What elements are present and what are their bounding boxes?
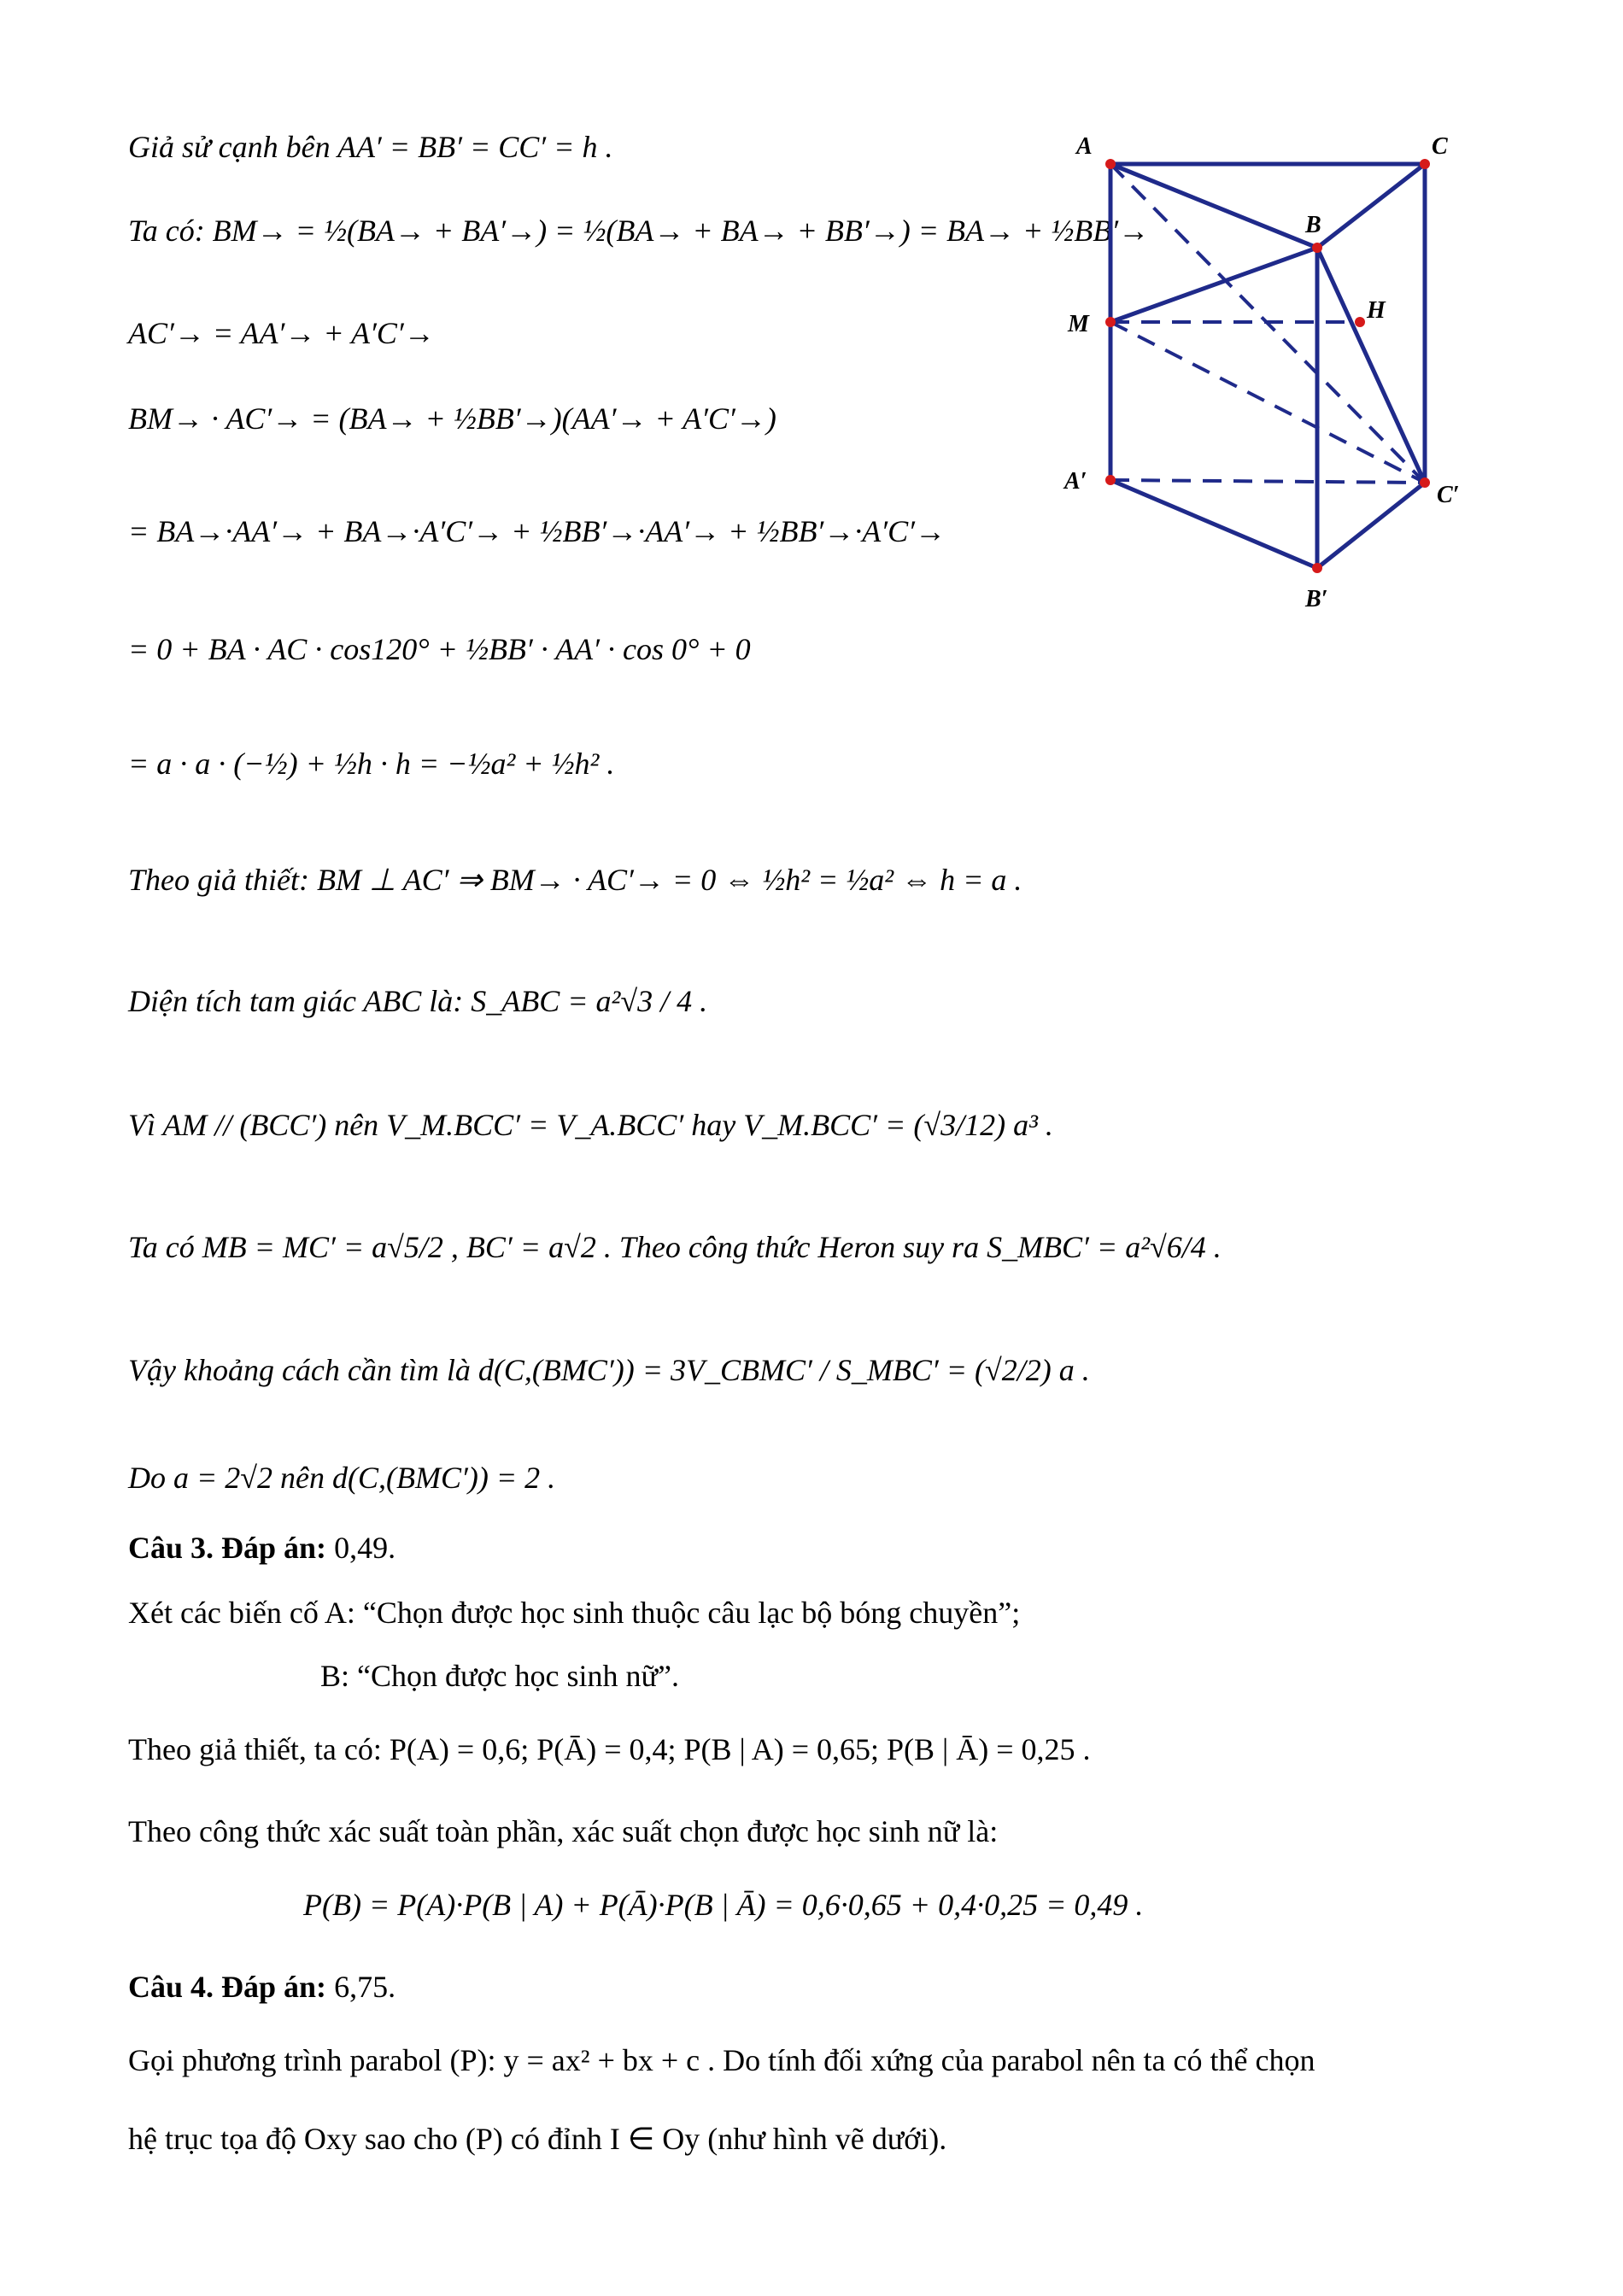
text-line: Do a = 2√2 nên d(C,(BMC′)) = 2 . (128, 1461, 556, 1495)
question-4-answer: 6,75. (326, 1970, 396, 2004)
text-line: = 0 + BA · AC · cos120° + ½BB′ · AA′ · cos 0° + 0 (128, 632, 751, 666)
point-M (1105, 317, 1116, 327)
text-line: Ta có: BM→ = ½(BA→ + BA′→) = ½(BA→ + BA→ + BB′→) = BA→ + ½BB′→ (128, 214, 1150, 248)
text-line: Theo giả thiết: BM ⊥ AC′ ⇒ BM→ · AC′→ = 0 ⇔ ½h² = ½a² ⇔ h = a . (128, 863, 1022, 897)
text-line: = BA→·AA′→ + BA→·A′C′→ + ½BB′→·AA′→ + ½BB′→·A′C′→ (128, 514, 946, 548)
text-line: Giả sử cạnh bên AA′ = BB′ = CC′ = h . (128, 130, 613, 164)
text-line: Vì AM // (BCC′) nên V_M.BCC′ = V_A.BCC′ hay V_M.BCC′ = (√3/12) a³ . (128, 1108, 1053, 1142)
text-line: Gọi phương trình parabol (P): y = ax² + bx + c . Do tính đối xứng của parabol nên ta có thể chọn (128, 2043, 1315, 2077)
edge-AB (1110, 164, 1317, 248)
label-A-prime: A′ (1064, 468, 1087, 495)
text-line: = a · a · (−½) + ½h · h = −½a² + ½h² . (128, 747, 615, 781)
point-H (1355, 317, 1365, 327)
point-A (1105, 159, 1116, 169)
point-B' (1312, 563, 1322, 573)
text-line: hệ trục tọa độ Oxy sao cho (P) có đỉnh I ∈ Oy (như hình vẽ dưới). (128, 2122, 947, 2156)
edge-BC' (1317, 248, 1425, 483)
label-B-prime: B′ (1305, 586, 1328, 612)
label-B: B (1305, 212, 1321, 238)
label-M: M (1068, 311, 1089, 337)
label-C-prime: C′ (1437, 482, 1460, 508)
text-line: BM→ · AC′→ = (BA→ + ½BB′→)(AA′→ + A′C′→) (128, 401, 776, 436)
label-A: A (1076, 133, 1093, 160)
edge-BC (1317, 164, 1425, 248)
label-C: C (1432, 133, 1448, 160)
question-3-heading-line (128, 1529, 395, 1567)
edge-MB (1110, 248, 1317, 322)
question-4-heading-line (128, 1968, 395, 2006)
question-3-answer: 0,49. (326, 1531, 396, 1565)
point-A' (1105, 475, 1116, 485)
text-line: Ta có MB = MC′ = a√5/2 , BC′ = a√2 . Theo công thức Heron suy ra S_MBC′ = a²√6/4 . (128, 1230, 1222, 1264)
text-line: AC′→ = AA′→ + A′C′→ (128, 316, 435, 350)
dashed-MC' (1110, 322, 1425, 483)
text-line: Vậy khoảng cách cần tìm là d(C,(BMC′)) = 3V_CBMC′ / S_MBC′ = (√2/2) a . (128, 1353, 1090, 1387)
text-line: Theo công thức xác suất toàn phần, xác suất chọn được học sinh nữ là: (128, 1814, 999, 1848)
text-line: Diện tích tam giác ABC là: S_ABC = a²√3 / 4 . (128, 984, 708, 1018)
dashed-A'C' (1110, 480, 1425, 483)
point-C' (1420, 477, 1430, 488)
question-4-heading: Câu 4. Đáp án: (128, 1970, 327, 2004)
prism-figure (1051, 120, 1495, 632)
text-line: Theo giả thiết, ta có: P(A) = 0,6; P(Ā) = 0,4; P(B | A) = 0,65; P(B | Ā) = 0,25 . (128, 1732, 1091, 1766)
text-line: B: “Chọn được học sinh nữ”. (320, 1659, 680, 1693)
edge-A'B' (1110, 480, 1317, 568)
point-C (1420, 159, 1430, 169)
label-H: H (1367, 297, 1386, 324)
question-3-heading: Câu 3. Đáp án: (128, 1531, 327, 1565)
point-B (1312, 243, 1322, 253)
text-line: Xét các biến cố A: “Chọn được học sinh thuộc câu lạc bộ bóng chuyền”; (128, 1596, 1021, 1630)
edge-B'C' (1317, 483, 1425, 568)
formula-line: P(B) = P(A)·P(B | A) + P(Ā)·P(B | Ā) = 0,6·0,65 + 0,4·0,25 = 0,49 . (303, 1888, 1144, 1922)
